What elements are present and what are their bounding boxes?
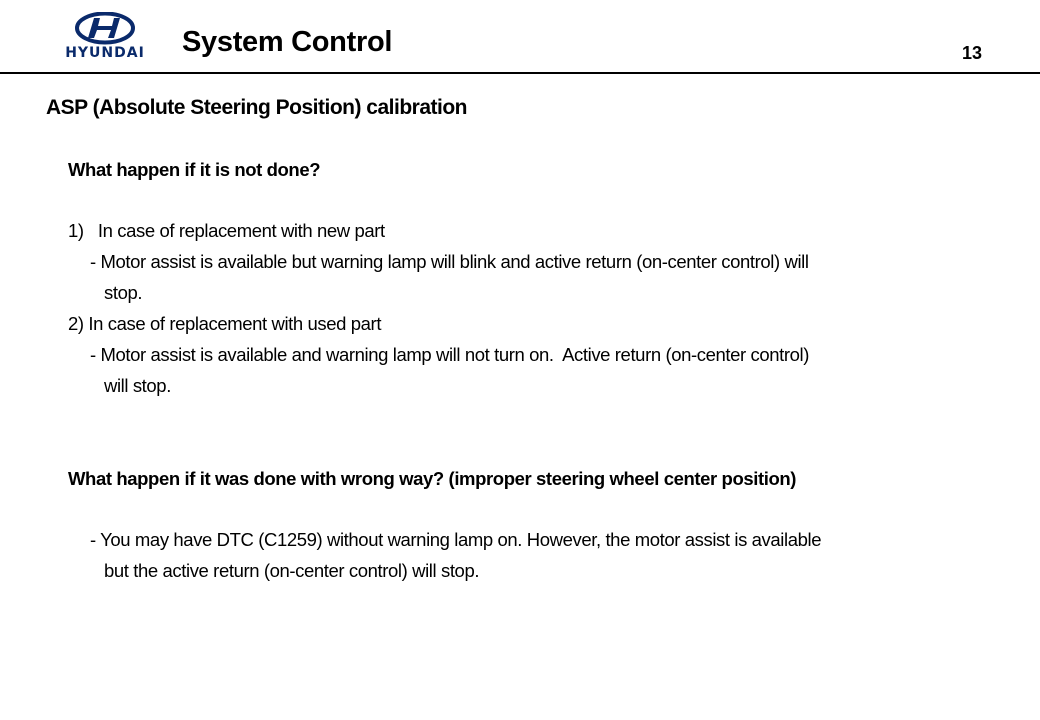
case2-detail-line2: will stop. [104, 375, 171, 396]
question-wrong-way: What happen if it was done with wrong way? (improper steering wheel center position) [68, 468, 797, 489]
question-not-done: What happen if it is not done? [68, 159, 321, 180]
wrong-way-detail-line1: - You may have DTC (C1259) without warning lamp on. However, the motor assist is available [90, 529, 822, 550]
page-number: 13 [962, 43, 983, 63]
page-title: System Control [182, 26, 393, 58]
brand-wordmark: HYUNDAI [65, 45, 145, 61]
wrong-way-detail-line2: but the active return (on-center control) will stop. [104, 560, 480, 581]
case2-title: 2) In case of replacement with used part [68, 313, 382, 334]
section-heading: ASP (Absolute Steering Position) calibration [46, 96, 467, 119]
case2-detail-line1: - Motor assist is available and warning lamp will not turn on. Active return (on-center control) [90, 344, 810, 365]
case1-detail-line2: stop. [104, 282, 143, 303]
case1-title: 1) In case of replacement with new part [68, 220, 385, 241]
case1-detail-line1: - Motor assist is available but warning lamp will blink and active return (on-center control) will [90, 251, 809, 272]
